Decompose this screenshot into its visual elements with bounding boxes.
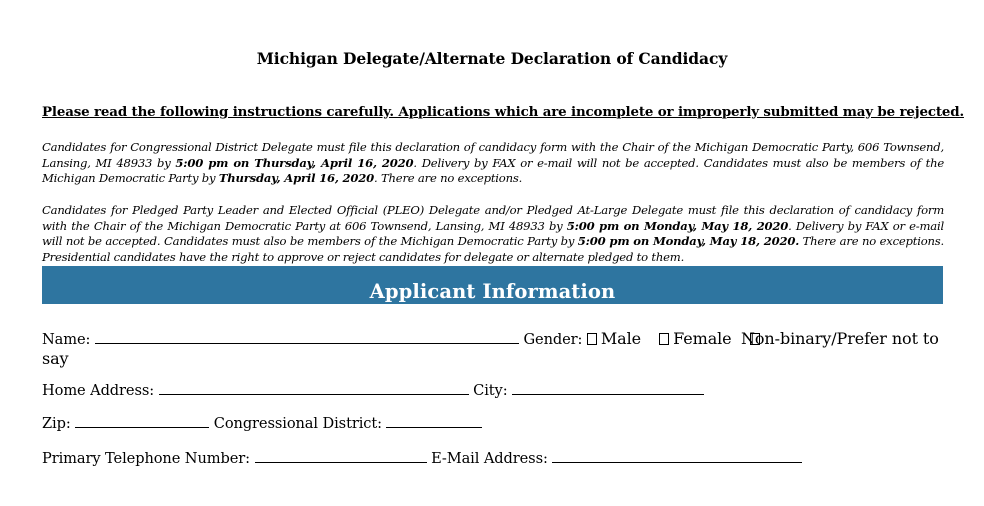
- paragraph-pleo-delegate: [42, 203, 944, 265]
- home-address-label: Home Address:: [42, 382, 155, 399]
- phone-label: Primary Telephone Number:: [42, 450, 250, 467]
- contact-row: [42, 450, 802, 467]
- address-row: [42, 382, 704, 399]
- home-address-field[interactable]: [159, 383, 469, 395]
- name-gender-row: [42, 329, 764, 348]
- document-title: Michigan Delegate/Alternate Declaration of Candidacy: [256, 49, 728, 68]
- name-label: Name:: [42, 331, 91, 348]
- female-checkbox[interactable]: [659, 333, 669, 345]
- paragraph-congressional-delegate: [42, 140, 944, 187]
- phone-field[interactable]: [255, 451, 427, 463]
- p2-text-2: . Delivery by FAX or e-mail will not be accepted. Candidates must also be members of the Michigan Democratic Party by: [42, 218, 945, 249]
- nonbinary-option-label: Non-binary/Prefer not to: [741, 329, 939, 348]
- applicant-information-header: Applicant Information: [42, 266, 943, 304]
- p2-membership-deadline: 5:00 pm on Monday, May 18, 2020.: [577, 234, 800, 249]
- p1-membership-deadline: Thursday, April 16, 2020: [218, 171, 375, 186]
- congressional-district-label: Congressional District:: [213, 415, 382, 432]
- zip-district-row: [42, 415, 482, 432]
- female-option-label: Female: [673, 329, 732, 348]
- zip-field[interactable]: [75, 416, 209, 428]
- congressional-district-field[interactable]: [386, 416, 482, 428]
- city-field[interactable]: [512, 383, 704, 395]
- email-label: E-Mail Address:: [431, 450, 548, 467]
- p1-text-2: . Delivery by FAX or e-mail will not be accepted. Candidates must also be members of the Michigan Democratic Party by: [42, 155, 945, 186]
- p2-deadline: 5:00 pm on Monday, May 18, 2020: [566, 218, 789, 233]
- p1-deadline: 5:00 pm on Thursday, April 16, 2020: [175, 155, 414, 170]
- p1-text-3: . There are no exceptions.: [374, 171, 523, 186]
- male-option-label: Male: [600, 329, 641, 348]
- nonbinary-option-label-continued: say: [42, 349, 69, 368]
- email-field[interactable]: [552, 451, 802, 463]
- male-checkbox[interactable]: [587, 333, 597, 345]
- name-field[interactable]: [95, 332, 519, 344]
- gender-label: Gender:: [523, 331, 583, 348]
- p1-text-1: Candidates for Congressional District Delegate must file this declaration of candidacy form with the Chair of the Michigan Democratic Party, 606 Townsend, Lansing, MI 48933 by: [42, 140, 944, 170]
- city-label: City:: [473, 382, 508, 399]
- p2-text-3: There are no exceptions. Presidential candidates have the right to approve or reject candidates for delegate or alternate pledged to them.: [42, 234, 944, 264]
- p2-text-1: Candidates for Pledged Party Leader and Elected Official (PLEO) Delegate and/or Pledged At-Large Delegate must file this declaration of candidacy form with the Chair of the Michigan Democratic Party at 606 Townsend, Lansing, MI 48933 by: [42, 203, 944, 233]
- instructions-heading: Please read the following instructions carefully. Applications which are incomplete or improperly submitted may be rejected.: [42, 104, 964, 120]
- zip-label: Zip:: [42, 415, 71, 432]
